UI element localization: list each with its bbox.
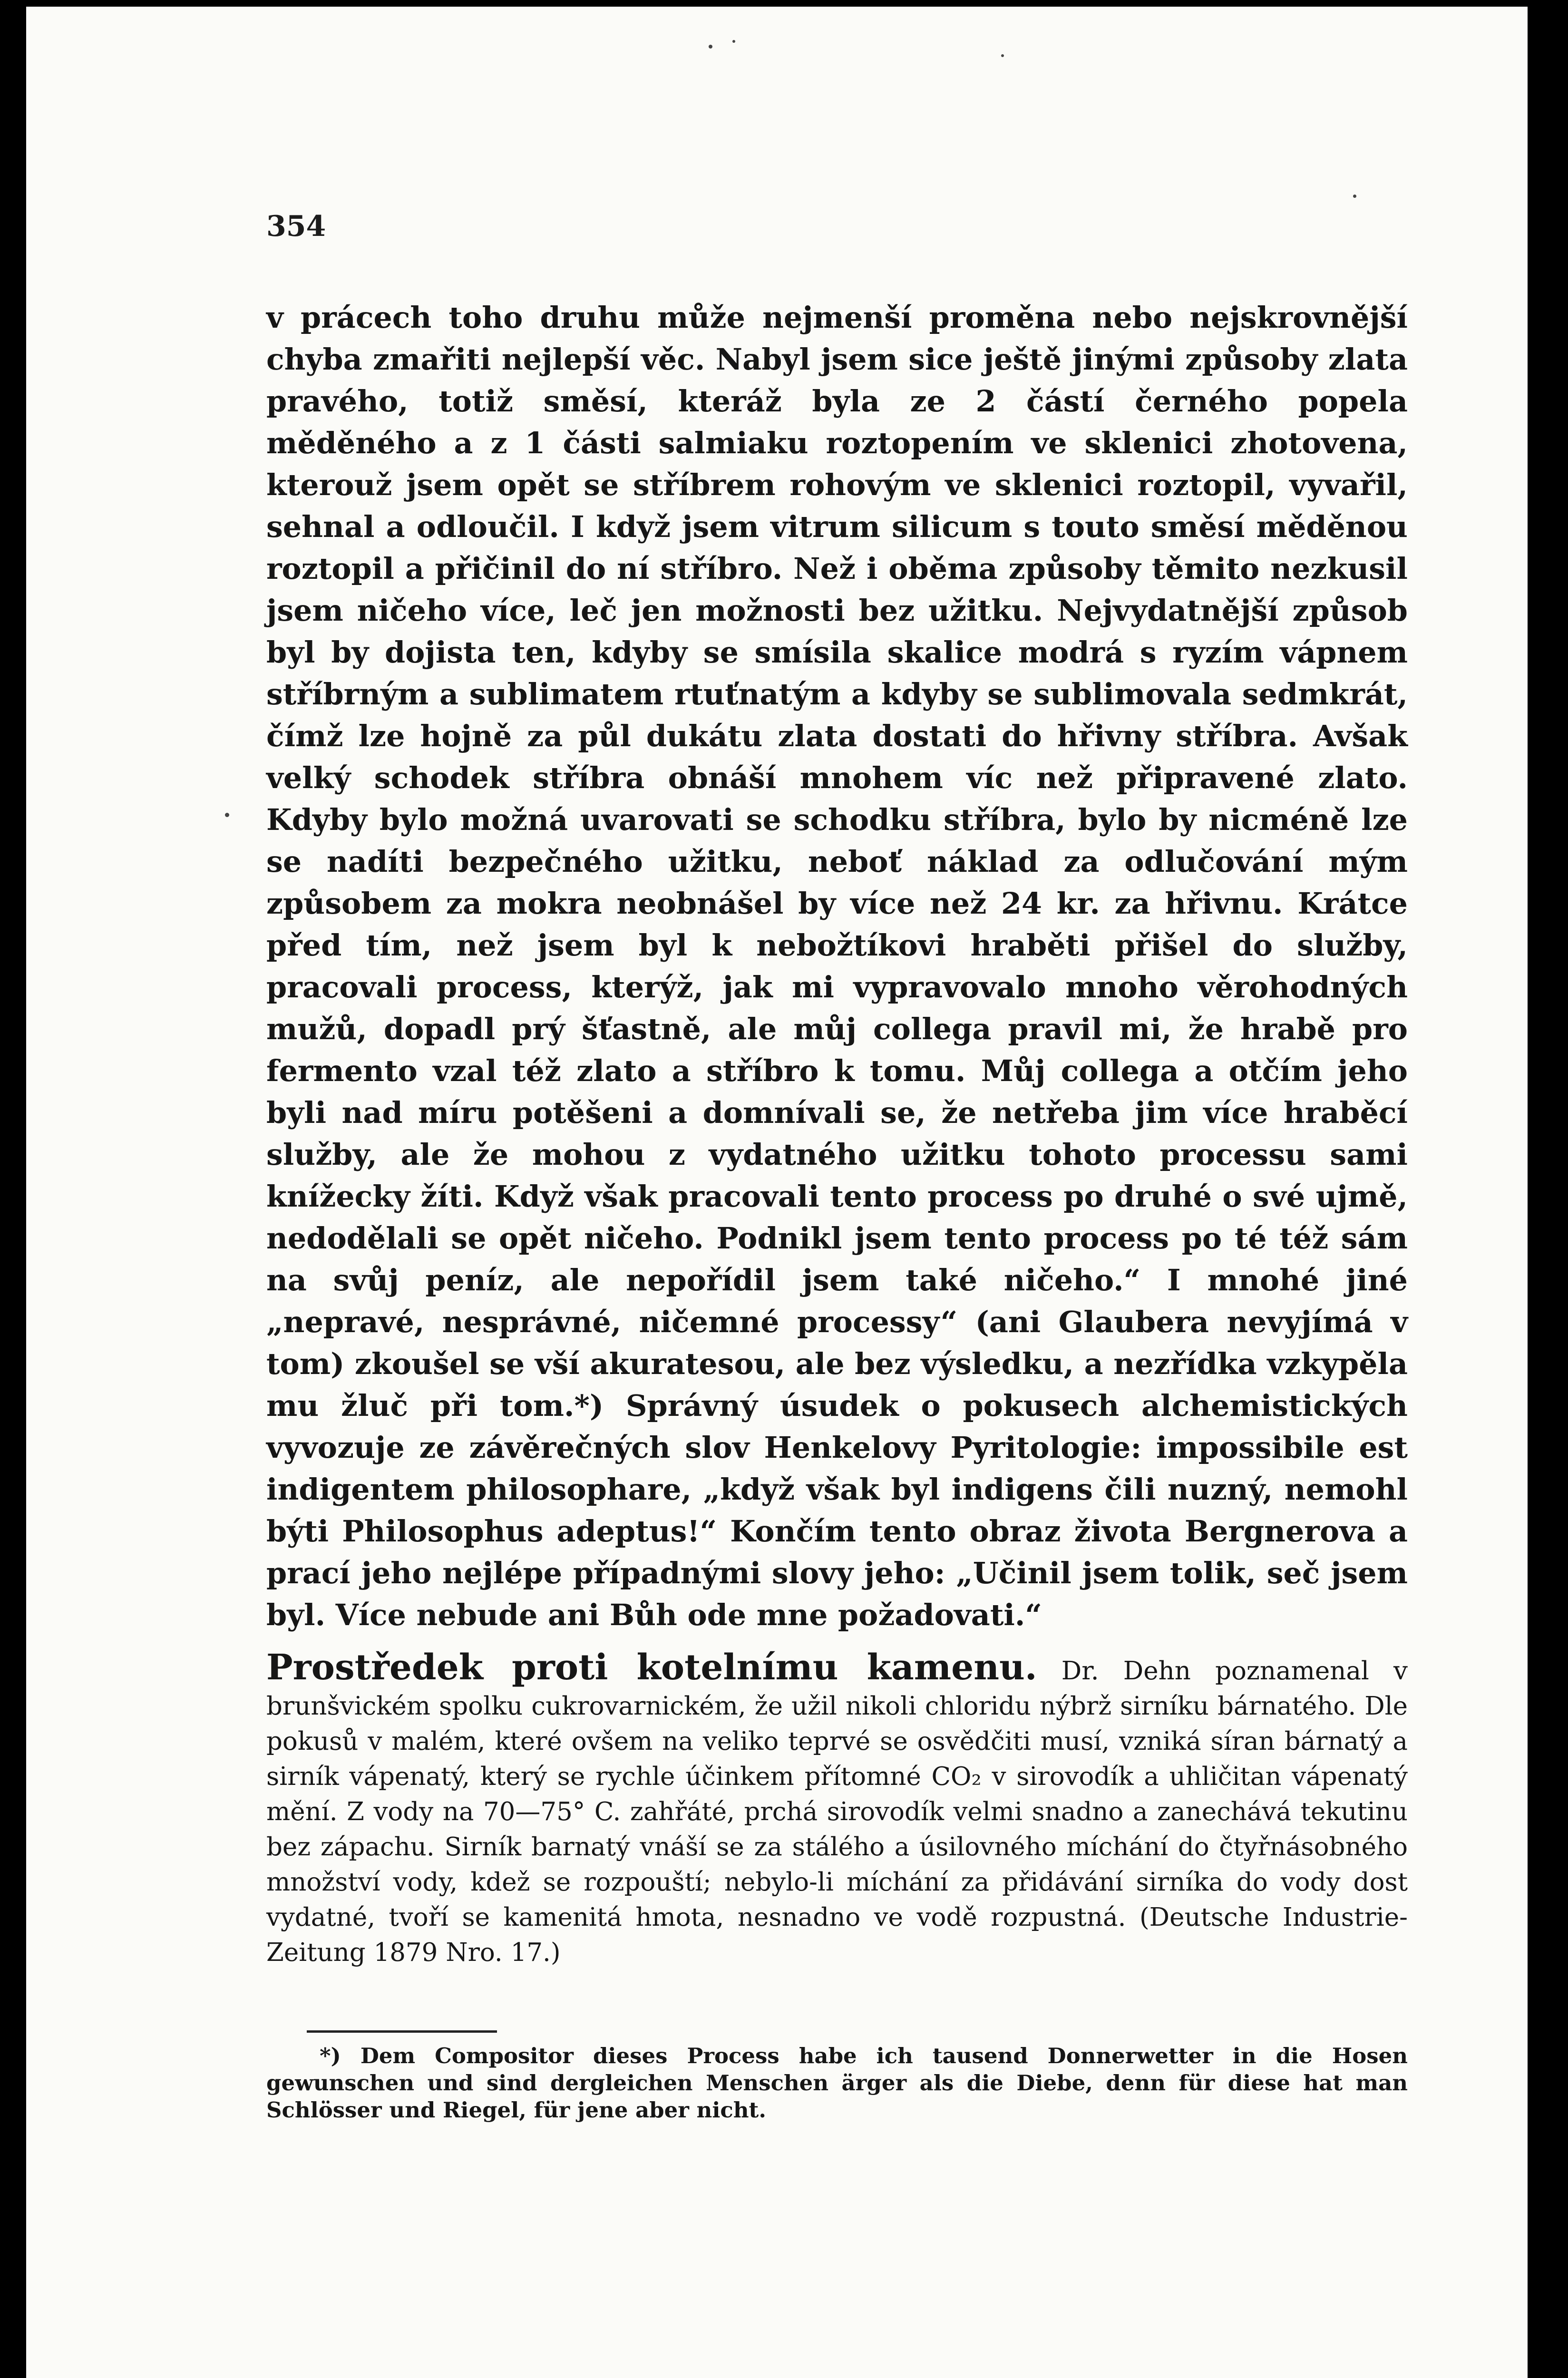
footnote-divider — [307, 2030, 497, 2033]
scan-speck — [1353, 195, 1356, 198]
scan-speck — [732, 40, 735, 43]
scan-border — [1528, 0, 1568, 2378]
article-body: Dr. Dehn poznamenal v brunšvickém spolku cukrovarnickém, že užil nikoli chloridu nýbrž sirníku bárnatého. Dle pokusů v malém, které ovšem na veliko teprvé se osvědčiti musí, vzniká síran bárnatý a sirník vápenatý, který se rychle účinkem přítomné CO₂ v sirovodík a uhličitan vápenatý mění. Z vody na 70—75° C. zahřáté, prchá sirovodík velmi snadno a zanechává tekutinu bez zápachu. Sirník barnatý vnáší se za stálého a úsilovného míchání do čtyřnásobného množství vody, kdež se rozpouští; nebylo-li míchání za přidávání sirníka do vody dost vydatné, tvoří se kamenitá hmota, nesnadno ve vodě rozpustná. (Deutsche Industrie-Zeitung 1879 Nro. 17.) — [266, 1657, 1408, 1967]
footnote-block — [266, 2042, 1408, 2124]
scan-speck — [709, 45, 712, 49]
article-paragraph — [266, 1647, 1408, 1970]
scan-speck — [225, 813, 229, 817]
page-number: 354 — [266, 210, 326, 243]
article-block — [266, 1647, 1408, 1970]
scanned-page — [26, 7, 1528, 2378]
scan-speck — [1001, 54, 1004, 57]
main-text-block — [266, 297, 1408, 1636]
article-headline: Prostředek proti kotelnímu kamenu. — [266, 1647, 1037, 1688]
main-paragraph: v prácech toho druhu může nejmenší proměna nebo nejskrovnější chyba zmařiti nejlepší věc. Nabyl jsem sice ještě jinými způsoby zlata pravého, totiž směsí, kteráž byla ze 2 částí černého popela měděného a z 1 části salmiaku roztopením ve sklenici zhotovena, kterouž jsem opět se stříbrem rohovým ve sklenici roztopil, vyvařil, sehnal a odloučil. I když jsem vitrum silicum s touto směsí měděnou roztopil a přičinil do ní stříbro. Než i oběma způsoby těmito nezkusil jsem ničeho více, leč jen možnosti bez užitku. Nejvydatnější způsob byl by dojista ten, kdyby se smísila skalice modrá s ryzím vápnem stříbrným a sublimatem rtuťnatým a kdyby se sublimovala sedmkrát, čímž lze hojně za půl dukátu zlata dostati do hřivny stříbra. Avšak velký schodek stříbra obnáší mnohem víc než připravené zlato. Kdyby bylo možná uvarovati se schodku stříbra, bylo by nicméně lze se nadíti bezpečného užitku, neboť náklad za odlučování mým způsobem za mokra neobnášel by více než 24 kr. za hřivnu. Krátce před tím, než jsem byl k nebožtíkovi hraběti přišel do služby, pracovali process, kterýž, jak mi vypravovalo mnoho věrohodných mužů, dopadl prý šťastně, ale můj collega pravil mi, že hrabě pro fermento vzal též zlato a stříbro k tomu. Můj collega a otčím jeho byli nad míru potěšeni a domnívali se, že netřeba jim více hraběcí služby, ale že mohou z vydatného užitku tohoto processu sami knížecky žíti. Když však pracovali tento process po druhé o své ujmě, nedodělali se opět ničeho. Podnikl jsem tento process po té též sám na svůj peníz, ale nepořídil jsem také ničeho.“ I mnohé jiné „nepravé, nesprávné, ničemné processy“ (ani Glaubera nevyjímá v tom) zkoušel se vší akuratesou, ale bez výsledku, a nezřídka vzkypěla mu žluč při tom.*) Správný úsudek o pokusech alchemistických vyvozuje ze závěrečných slov Henkelovy Pyritologie: impossibile est indigentem philosophare, „když však byl indigens čili nuzný, nemohl býti Philosophus adeptus!“ Končím tento obraz života Bergnerova a prací jeho nejlépe případnými slovy jeho: „Učinil jsem tolik, seč jsem byl. Více nebude ani Bůh ode mne požadovati.“ — [266, 300, 1408, 1632]
footnote-text: *) Dem Compositor dieses Process habe ich tausend Donnerwetter in die Hosen gewunschen und sind dergleichen Menschen ärger als die Diebe, denn für diese hat man Schlösser und Riegel, für jene aber nicht. — [266, 2043, 1408, 2123]
